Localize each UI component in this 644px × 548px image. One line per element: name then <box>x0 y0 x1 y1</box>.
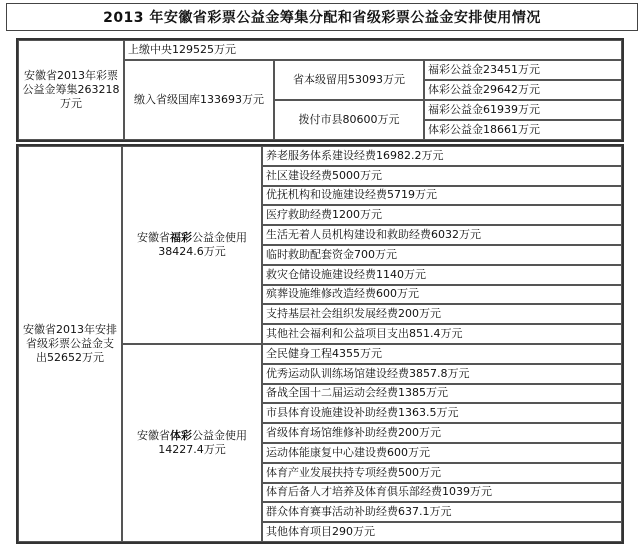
welfare-item-label: 救灾仓储设施建设经费1140万元 <box>266 267 426 281</box>
central-cell <box>124 40 622 60</box>
province-level-cell <box>274 60 424 100</box>
welfare-prov-label: 福彩公益金23451万元 <box>428 63 540 76</box>
welfare-item-label: 临时救助配套资金700万元 <box>266 247 397 261</box>
welfare-item-label: 社区建设经费5000万元 <box>266 168 382 182</box>
sports-item-label: 运动体能康复中心建设费600万元 <box>266 445 430 459</box>
welfare-item-label: 生活无着人员机构建设和救助经费6032万元 <box>266 228 481 242</box>
welfare-city-label: 福彩公益金61939万元 <box>428 103 540 116</box>
list-item <box>262 304 622 324</box>
welfare-item-label: 其他社会福利和公益项目支出851.4万元 <box>266 327 463 341</box>
welfare-item-label: 支持基层社会组织发展经费200万元 <box>266 307 441 321</box>
list-item <box>262 225 622 245</box>
list-item <box>262 285 622 305</box>
provincial-cell <box>124 60 274 140</box>
sports-city-label: 体彩公益金18661万元 <box>428 123 540 136</box>
welfare-city-cell <box>424 100 622 120</box>
welfare-item-label: 养老服务体系建设经费16982.2万元 <box>266 148 444 162</box>
sports-city-cell <box>424 120 622 140</box>
list-item <box>262 265 622 285</box>
list-item <box>262 324 622 344</box>
list-item <box>262 502 622 522</box>
spend-total-cell <box>18 146 122 542</box>
provincial-label: 缴入省级国库133693万元 <box>134 93 264 106</box>
list-item <box>262 463 622 483</box>
sports-item-label: 群众体育赛事活动补助经费637.1万元 <box>266 505 452 519</box>
list-item <box>262 483 622 503</box>
raise-total-label: 安徽省2013年彩票公益金筹集263218万元 <box>22 69 120 110</box>
list-item <box>262 364 622 384</box>
welfare-label-pre: 安徽省 <box>137 231 170 244</box>
sports-item-label: 全民健身工程4355万元 <box>266 346 382 360</box>
list-item <box>262 384 622 404</box>
spend-total-label: 安徽省2013年安排省级彩票公益金支出52652万元 <box>23 323 117 364</box>
list-item <box>262 522 622 542</box>
list-item <box>262 146 622 166</box>
welfare-label-em: 福彩 <box>170 231 192 244</box>
sports-item-label: 市县体育设施建设补助经费1363.5万元 <box>266 406 459 420</box>
central-label: 上缴中央129525万元 <box>128 43 236 56</box>
list-item <box>262 423 622 443</box>
sports-item-label: 省级体育场馆维修补助经费200万元 <box>266 426 441 440</box>
list-item <box>262 166 622 186</box>
welfare-item-label: 殡葬设施维修改造经费600万元 <box>266 287 419 301</box>
sports-group-label <box>126 429 258 457</box>
city-county-label: 拨付市县80600万元 <box>298 113 400 126</box>
city-county-cell <box>274 100 424 140</box>
sports-prov-cell <box>424 80 622 100</box>
sports-item-label: 体育后备人才培养及体育俱乐部经费1039万元 <box>266 485 492 499</box>
sports-label-post: 公益金使用14227.4万元 <box>158 429 247 456</box>
welfare-group-cell <box>122 146 262 344</box>
list-item <box>262 205 622 225</box>
sports-prov-label: 体彩公益金29642万元 <box>428 83 540 96</box>
list-item <box>262 403 622 423</box>
sports-label-em: 体彩 <box>170 429 192 442</box>
sports-label-pre: 安徽省 <box>137 429 170 442</box>
welfare-item-label: 优抚机构和设施建设经费5719万元 <box>266 188 437 202</box>
sports-item-label: 优秀运动队训练场馆建设经费3857.8万元 <box>266 366 470 380</box>
sports-item-label: 其他体育项目290万元 <box>266 525 375 539</box>
sports-group-cell <box>122 344 262 542</box>
list-item <box>262 344 622 364</box>
welfare-prov-cell <box>424 60 622 80</box>
raise-total-cell <box>18 40 124 140</box>
list-item <box>262 186 622 206</box>
province-level-label: 省本级留用53093万元 <box>293 73 405 86</box>
sports-item-label: 备战全国十二届运动会经费1385万元 <box>266 386 448 400</box>
welfare-label-post: 公益金使用38424.6万元 <box>158 231 247 258</box>
welfare-group-label <box>126 231 258 259</box>
list-item <box>262 443 622 463</box>
list-item <box>262 245 622 265</box>
welfare-item-label: 医疗救助经费1200万元 <box>266 208 382 222</box>
page-title: 2013 年安徽省彩票公益金筹集分配和省级彩票公益金安排使用情况 <box>6 3 638 31</box>
sports-item-label: 体育产业发展扶持专项经费500万元 <box>266 465 441 479</box>
